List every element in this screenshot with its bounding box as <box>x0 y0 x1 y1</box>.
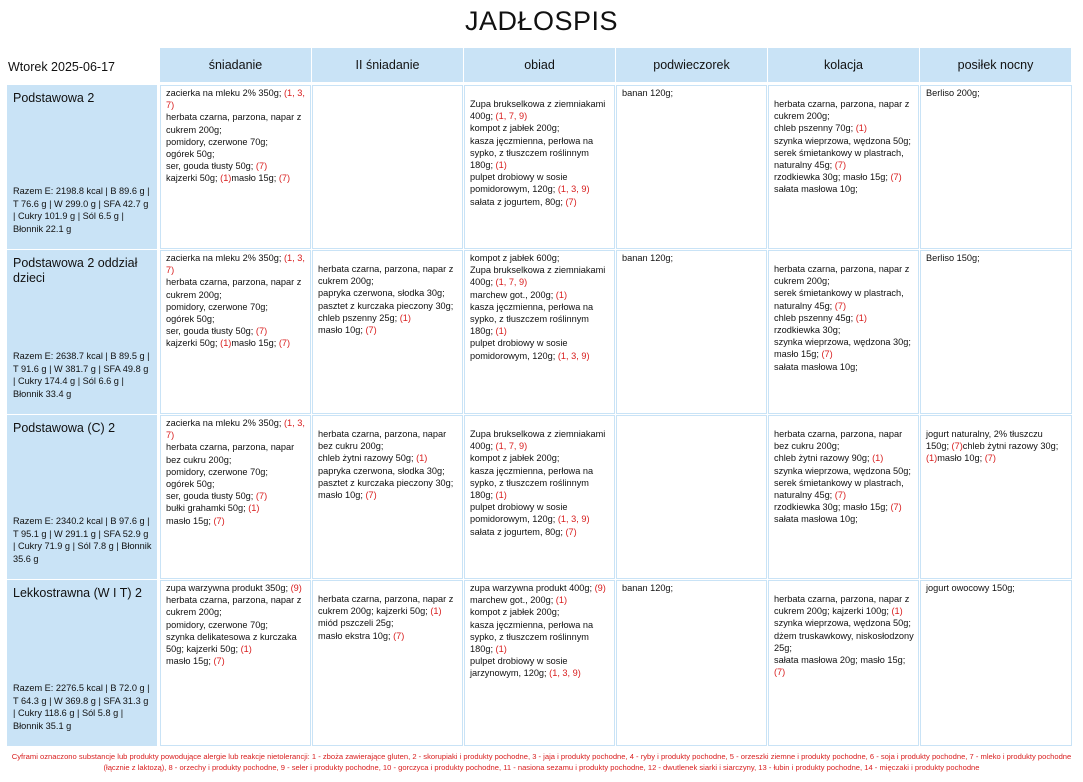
menu-item: masło 15g; (7) <box>842 172 902 183</box>
column-header: II śniadanie <box>312 48 463 82</box>
allergen-codes: (1) <box>416 453 428 464</box>
allergen-codes: (7) <box>278 173 291 184</box>
allergen-codes: (1) <box>240 644 252 655</box>
menu-item: bułki grahamki 50g; (1) <box>166 503 260 514</box>
menu-cell <box>312 580 463 746</box>
menu-item: pulpet drobiowy w sosie pomidorowym, 120g; (1, 3, 9) <box>470 172 590 195</box>
allergen-codes: (1, 3, 9) <box>557 514 590 525</box>
menu-item: pulpet drobiowy w sosie jarzynowym, 120g; (1, 3, 9) <box>470 656 581 679</box>
allergen-codes: (7) <box>278 338 291 349</box>
menu-item: pomidory, czerwone 70g; <box>166 619 268 630</box>
menu-item: marchew got., 200g; (1) <box>470 289 568 300</box>
menu-cell <box>312 415 463 579</box>
allergen-codes: (7) <box>365 325 377 336</box>
allergen-codes: (1) <box>220 338 232 349</box>
allergen-codes: (1, 7, 9) <box>495 441 528 452</box>
menu-item: zacierka na mleku 2% 350g; (1, 3, 7) <box>166 88 305 111</box>
menu-item: Zupa brukselkowa z ziemniakami 400g; (1, 7, 9) <box>470 265 606 288</box>
allergen-codes: (1) <box>495 326 507 337</box>
menu-item: papryka czerwona, słodka 30g; <box>318 288 445 299</box>
menu-item: banan 120g; <box>622 253 674 263</box>
menu-item: kompot z jabłek 200g; <box>470 607 560 618</box>
menu-cell <box>464 250 615 414</box>
diet-row-header <box>7 580 157 746</box>
allergen-codes: (7) <box>821 349 833 360</box>
menu-item: Zupa brukselkowa z ziemniakami 400g; (1, 7, 9) <box>470 429 606 452</box>
allergen-codes: (1) <box>399 312 411 323</box>
menu-item: masło 15g; (7) <box>166 515 225 526</box>
menu-item: marchew got., 200g; (1) <box>470 595 568 606</box>
menu-item: serek śmietankowy w plastrach, naturalny 45g; (7) <box>774 477 904 501</box>
menu-item: masło 15g; (7) <box>166 656 225 667</box>
menu-item: dżem truskawkowy, niskosłodzony 25g; <box>774 630 914 653</box>
diet-row-header <box>7 85 157 249</box>
menu-item: herbata czarna, parzona, napar z cukrem 200g; <box>318 594 454 617</box>
menu-item: herbata czarna, parzona, napar z cukrem 200g; <box>166 595 302 618</box>
menu-cell <box>768 415 919 579</box>
menu-item: masło 15g; (7) <box>842 502 902 513</box>
page-title: JADŁOSPIS <box>464 6 619 36</box>
menu-item: sałata z jogurtem, 80g; (7) <box>470 196 577 207</box>
menu-item: sałata z jogurtem, 80g; (7) <box>470 526 577 537</box>
diet-nutrition-summary: Razem E: 2276.5 kcal | B 72.0 g | T 64.3 g | W 369.8 g | SFA 31.3 g | Cukry 118.6 g | Sól 5.8 g | Błonnik 35.1 g <box>13 683 150 731</box>
menu-item: masło 15g; (7) <box>231 338 291 349</box>
menu-item: serek śmietankowy w plastrach, naturalny 45g; (7) <box>774 147 904 171</box>
diet-nutrition-summary: Razem E: 2340.2 kcal | B 97.6 g | T 95.1 g | W 291.1 g | SFA 52.9 g | Cukry 71.9 g | Sól 7.8 g | Błonnik 35.6 g <box>13 516 152 564</box>
menu-item: kasza jęczmienna, perłowa na sypko, z tłuszczem roślinnym 180g; (1) <box>470 619 594 655</box>
allergen-codes: (7) <box>255 326 268 337</box>
allergen-codes: (1, 3, 9) <box>557 350 590 361</box>
menu-cell <box>616 415 767 579</box>
menu-item: chleb żytni razowy 50g; (1) <box>318 453 428 464</box>
allergen-codes: (1, 7, 9) <box>495 277 528 288</box>
menu-item: ser, gouda tłusty 50g; (7) <box>166 491 268 502</box>
allergen-codes: (1, 3, 7) <box>166 253 305 276</box>
allergen-codes: (7) <box>565 526 577 537</box>
diet-name: Podstawowa 2 oddział dzieci <box>13 256 138 285</box>
allergen-codes: (1) <box>430 606 442 617</box>
column-header: śniadanie <box>160 48 311 82</box>
allergen-codes: (7) <box>951 441 963 452</box>
allergen-codes: (1) <box>891 606 903 617</box>
menu-item: kajzerki 100g; (1) <box>832 606 903 617</box>
menu-item: szynka wieprzowa, wędzona 50g; <box>774 618 911 629</box>
menu-item: kompot z jabłek 200g; <box>470 453 560 464</box>
column-header: obiad <box>464 48 615 82</box>
diet-name: Lekkostrawna (W I T) 2 <box>13 586 142 600</box>
menu-cell <box>768 85 919 249</box>
allergen-codes: (1, 7, 9) <box>495 111 528 122</box>
menu-cell <box>464 85 615 249</box>
allergen-codes: (1) <box>495 490 507 501</box>
menu-item: serek śmietankowy w plastrach, naturalny 45g; (7) <box>774 288 904 311</box>
allergen-codes: (1) <box>872 453 884 464</box>
menu-cell <box>312 85 463 249</box>
allergen-codes: (1, 3, 7) <box>166 88 305 111</box>
menu-item: szynka wieprzowa, wędzona 50g; <box>774 465 911 476</box>
menu-item: kajzerki 50g; (1) <box>166 173 232 184</box>
menu-item: ser, gouda tłusty 50g; (7) <box>166 326 268 337</box>
menu-item: kajzerki 50g; (1) <box>186 644 252 655</box>
menu-item: masło 15g; (7) <box>774 655 906 678</box>
allergen-codes: (7) <box>365 490 377 501</box>
allergen-codes: (7) <box>890 502 902 513</box>
menu-item: sałata masłowa 10g; <box>774 184 858 195</box>
menu-item: kasza jęczmienna, perłowa na sypko, z tłuszczem roślinnym 180g; (1) <box>470 135 594 171</box>
allergen-codes: (1) <box>555 595 568 606</box>
menu-item: banan 120g; <box>622 88 674 98</box>
column-header: podwieczorek <box>616 48 767 82</box>
menu-item: Berliso 200g; <box>926 88 980 98</box>
allergen-codes: (1) <box>855 312 867 323</box>
menu-item: sałata masłowa 20g; <box>774 655 861 666</box>
menu-item: pasztet z kurczaka pieczony 30g; <box>318 300 454 311</box>
column-header: posiłek nocny <box>920 48 1071 82</box>
menu-cell <box>160 85 311 249</box>
allergen-codes: (7) <box>565 196 577 207</box>
menu-cell <box>616 85 767 249</box>
menu-item: masło 10g; (7) <box>318 490 377 501</box>
diet-name: Podstawowa 2 <box>13 91 95 105</box>
menu-item: kajzerki 50g; (1) <box>166 338 232 349</box>
allergen-codes: (7) <box>834 490 847 501</box>
diet-name: Podstawowa (C) 2 <box>13 421 116 435</box>
menu-cell <box>312 250 463 414</box>
menu-item: rzodkiewka 30g; <box>774 502 843 513</box>
allergen-codes: (7) <box>774 667 786 678</box>
menu-item: chleb żytni razowy 30g; (1) <box>926 441 1059 464</box>
allergen-codes: (1) <box>495 644 507 655</box>
allergen-codes: (1) <box>495 160 507 171</box>
allergen-codes: (7) <box>834 300 847 311</box>
menu-item: jogurt naturalny, 2% tłuszczu 150g; (7) <box>926 429 1043 452</box>
menu-item: kasza jęczmienna, perłowa na sypko, z tłuszczem roślinnym 180g; (1) <box>470 301 594 337</box>
menu-item: banan 120g; <box>622 583 674 593</box>
allergen-codes: (1, 3, 9) <box>549 668 581 679</box>
menu-item: ogórek 50g; <box>166 479 215 490</box>
menu-cell <box>464 580 615 746</box>
allergen-legend: Cyframi oznaczono substancje lub produkty powodujące alergie lub reakcje nietolerancji: 1 - zboża zawierające gluten, 2 - skorupiaki i produkty pochodne, 3 - jaja i produkty pochodne, 4 - ryby i produkty pochodne, 5 - orzeszki ziemne i produkty pochodne, 6 - soja i produkty pochodne, 7 - mleko i produkty pochodne (łącznie z laktozą), 8 - orzechy i produkty pochodne, 9 - seler i produkty pochodne, 10 - gorczyca i produkty pochodne, 11 - nasiona sezamu i produkty pochodne, 12 - dwutlenek siarki i siarczyny, 13 - łubin i produkty pochodne, 14 - mięczaki i produkty pochodne <box>11 752 1072 772</box>
menu-item: chleb pszenny 70g; (1) <box>774 123 867 134</box>
menu-item: kajzerki 50g; (1) <box>376 606 442 617</box>
allergen-codes: (7) <box>255 491 268 502</box>
menu-cell <box>920 580 1072 746</box>
allergen-codes: (7) <box>393 630 405 641</box>
menu-item: Berliso 150g; <box>926 253 980 263</box>
menu-item: szynka wieprzowa, wędzona 30g; <box>774 337 911 348</box>
allergen-codes: (7) <box>834 160 847 171</box>
menu-item: papryka czerwona, słodka 30g; <box>318 465 445 476</box>
menu-item: chleb żytni razowy 90g; (1) <box>774 453 884 464</box>
menu-item: herbata czarna, parzona, napar z cukrem 200g; <box>318 264 454 287</box>
menu-item: masło ekstra 10g; (7) <box>318 630 405 641</box>
menu-item: chleb pszenny 45g; (1) <box>774 312 867 323</box>
menu-cell <box>920 415 1072 579</box>
menu-cell <box>920 250 1072 414</box>
allergen-codes: (1) <box>555 289 568 300</box>
menu-item: Zupa brukselkowa z ziemniakami 400g; (1, 7, 9) <box>470 99 606 122</box>
menu-cell <box>160 250 311 414</box>
menu-item: zupa warzywna produkt 350g; (9) <box>166 583 302 593</box>
menu-item: rzodkiewka 30g; <box>774 325 841 336</box>
diet-row-header <box>7 415 157 579</box>
allergen-codes: (7) <box>984 453 996 464</box>
allergen-codes: (1) <box>926 453 938 464</box>
menu-item: kompot z jabłek 600g; <box>470 253 560 263</box>
menu-item: herbata czarna, parzona, napar z cukrem 200g; <box>774 594 910 617</box>
diet-row-header <box>7 250 157 414</box>
menu-item: kompot z jabłek 200g; <box>470 123 560 134</box>
menu-item: szynka wieprzowa, wędzona 50g; <box>774 135 911 146</box>
allergen-codes: (1) <box>220 173 232 184</box>
menu-item: kasza jęczmienna, perłowa na sypko, z tłuszczem roślinnym 180g; (1) <box>470 465 594 501</box>
menu-item: herbata czarna, parzona, napar bez cukru 200g; <box>318 429 447 452</box>
menu-item: pomidory, czerwone 70g; <box>166 136 268 147</box>
menu-cell <box>160 415 311 579</box>
allergen-codes: (7) <box>255 161 268 172</box>
allergen-codes: (7) <box>213 656 225 667</box>
menu-item: sałata masłowa 10g; <box>774 514 858 525</box>
menu-cell <box>920 85 1072 249</box>
menu-item: herbata czarna, parzona, napar z cukrem 200g; <box>166 112 302 135</box>
menu-cell <box>160 580 311 746</box>
allergen-codes: (1, 3, 9) <box>557 184 590 195</box>
menu-item: herbata czarna, parzona, napar z cukrem 200g; <box>774 264 910 287</box>
menu-item: jogurt owocowy 150g; <box>926 583 1015 593</box>
menu-item: zacierka na mleku 2% 350g; (1, 3, 7) <box>166 418 305 441</box>
menu-item: herbata czarna, parzona, napar z cukrem 200g; <box>166 277 302 300</box>
menu-item: pulpet drobiowy w sosie pomidorowym, 120g; (1, 3, 9) <box>470 338 590 361</box>
menu-item: masło 15g; (7) <box>774 349 833 360</box>
menu-cell <box>464 415 615 579</box>
menu-item: ser, gouda tłusty 50g; (7) <box>166 161 268 172</box>
allergen-codes: (9) <box>594 583 606 593</box>
column-header: kolacja <box>768 48 919 82</box>
menu-item: szynka delikatesowa z kurczaka 50g; <box>166 631 297 655</box>
allergen-codes: (1, 3, 7) <box>166 418 305 441</box>
menu-cell <box>768 580 919 746</box>
diet-nutrition-summary: Razem E: 2638.7 kcal | B 89.5 g | T 91.6 g | W 381.7 g | SFA 49.8 g | Cukry 174.4 g | Sól 6.6 g | Błonnik 33.4 g <box>13 351 150 399</box>
allergen-codes: (7) <box>213 515 225 526</box>
menu-item: miód pszczeli 25g; <box>318 618 394 629</box>
menu-item: chleb pszenny 25g; (1) <box>318 312 411 323</box>
menu-item: masło 10g; (7) <box>937 453 996 464</box>
menu-item: pulpet drobiowy w sosie pomidorowym, 120g; (1, 3, 9) <box>470 502 590 525</box>
menu-item: sałata masłowa 10g; <box>774 361 858 372</box>
diet-nutrition-summary: Razem E: 2198.8 kcal | B 89.6 g | T 76.6 g | W 299.0 g | SFA 42.7 g | Cukry 101.9 g | Sól 6.5 g | Błonnik 22.1 g <box>13 186 150 234</box>
allergen-codes: (1) <box>248 503 260 514</box>
menu-item: zupa warzywna produkt 400g; (9) <box>470 583 606 593</box>
menu-cell <box>616 580 767 746</box>
menu-cell <box>768 250 919 414</box>
menu-item: pasztet z kurczaka pieczony 30g; <box>318 477 454 488</box>
allergen-codes: (9) <box>290 583 302 593</box>
allergen-codes: (7) <box>890 172 902 183</box>
menu-item: herbata czarna, parzona, napar z cukrem 200g; <box>774 99 910 122</box>
allergen-codes: (1) <box>855 123 867 134</box>
menu-item: zacierka na mleku 2% 350g; (1, 3, 7) <box>166 253 305 276</box>
menu-item: pomidory, czerwone 70g; <box>166 301 268 312</box>
menu-item: rzodkiewka 30g; <box>774 172 843 183</box>
menu-cell <box>616 250 767 414</box>
menu-item: pomidory, czerwone 70g; <box>166 466 268 477</box>
menu-item: ogórek 50g; <box>166 314 215 325</box>
menu-item: masło 10g; (7) <box>318 325 377 336</box>
menu-item: masło 15g; (7) <box>231 173 291 184</box>
menu-item: ogórek 50g; <box>166 149 215 160</box>
menu-item: herbata czarna, parzona, napar bez cukru 200g; <box>774 429 903 452</box>
menu-item: herbata czarna, parzona, napar bez cukru 200g; <box>166 442 295 465</box>
menu-date: Wtorek 2025-06-17 <box>8 60 116 74</box>
